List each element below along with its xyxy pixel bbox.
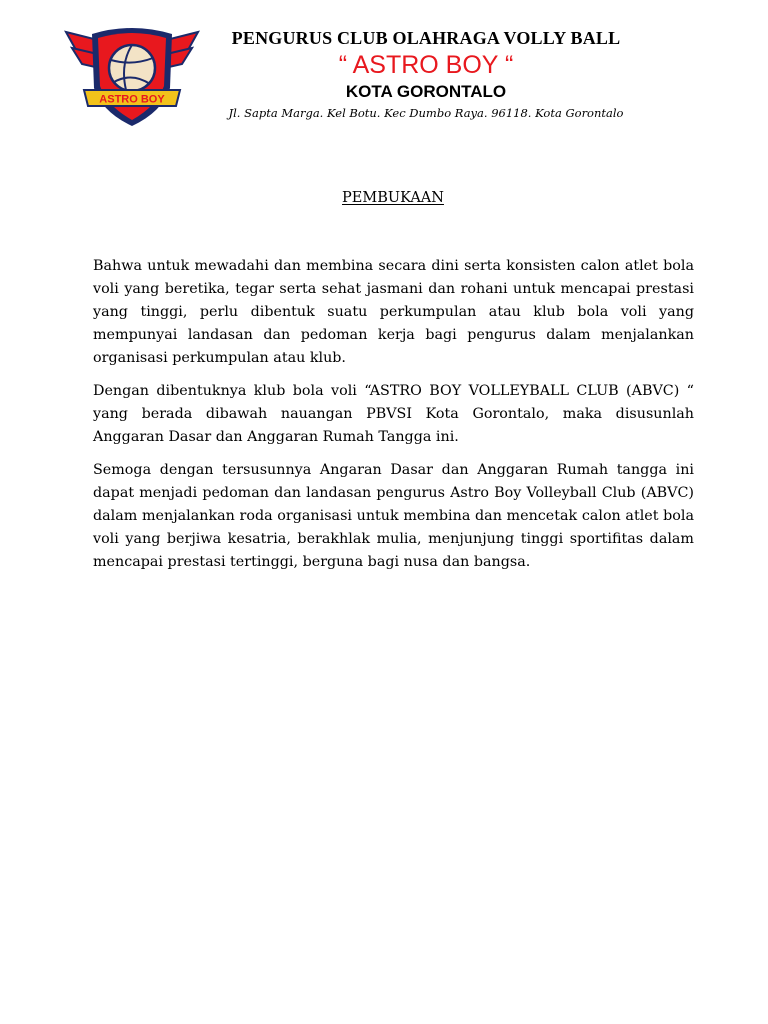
header-text: [218, 26, 634, 121]
paragraph-1: Bahwa untuk mewadahi dan membina secara dini serta konsisten calon atlet bola voli yang beretika, tegar serta sehat jasmani dan rohani untuk mencapai prestasi yang tinggi, perlu dibentuk suatu perkumpulan atau klub bola voli yang mempunyai landasan dan pedoman kerja bagi pengurus dalam menjalankan organisasi perkumpulan atau klub.: [93, 258, 694, 366]
document-body: [93, 255, 694, 584]
organization-name: PENGURUS CLUB OLAHRAGA VOLLY BALL: [231, 28, 621, 48]
club-name: “ ASTRO BOY “: [338, 51, 514, 79]
logo-text: ASTRO BOY: [99, 93, 165, 106]
paragraph-2: Dengan dibentuknya klub bola voli “ASTRO BOY VOLLEYBALL CLUB (ABVC) “ yang berada dibawah nauangan PBVSI Kota Gorontalo, maka disusunlah Anggaran Dasar dan Anggaran Rumah Tangga ini.: [93, 383, 694, 445]
address: Jl. Sapta Marga. Kel Botu. Kec Dumbo Raya. 96118. Kota Gorontalo: [228, 106, 624, 120]
paragraph-3: Semoga dengan tersusunnya Angaran Dasar dan Anggaran Rumah tangga ini dapat menjadi pedoman dan landasan pengurus Astro Boy Volleyball Club (ABVC) dalam menjalankan roda organisasi untuk membina dan mencetak calon atlet bola voli yang berjiwa kesatria, berakhlak mulia, menjunjung tinggi sportifitas dalam mencapai prestasi tertinggi, berguna bagi nusa dan bangsa.: [93, 462, 694, 570]
letterhead: [0, 0, 768, 140]
astro-boy-logo: [62, 24, 202, 130]
city-name: KOTA GORONTALO: [345, 82, 507, 101]
section-title: PEMBUKAAN: [342, 190, 444, 206]
